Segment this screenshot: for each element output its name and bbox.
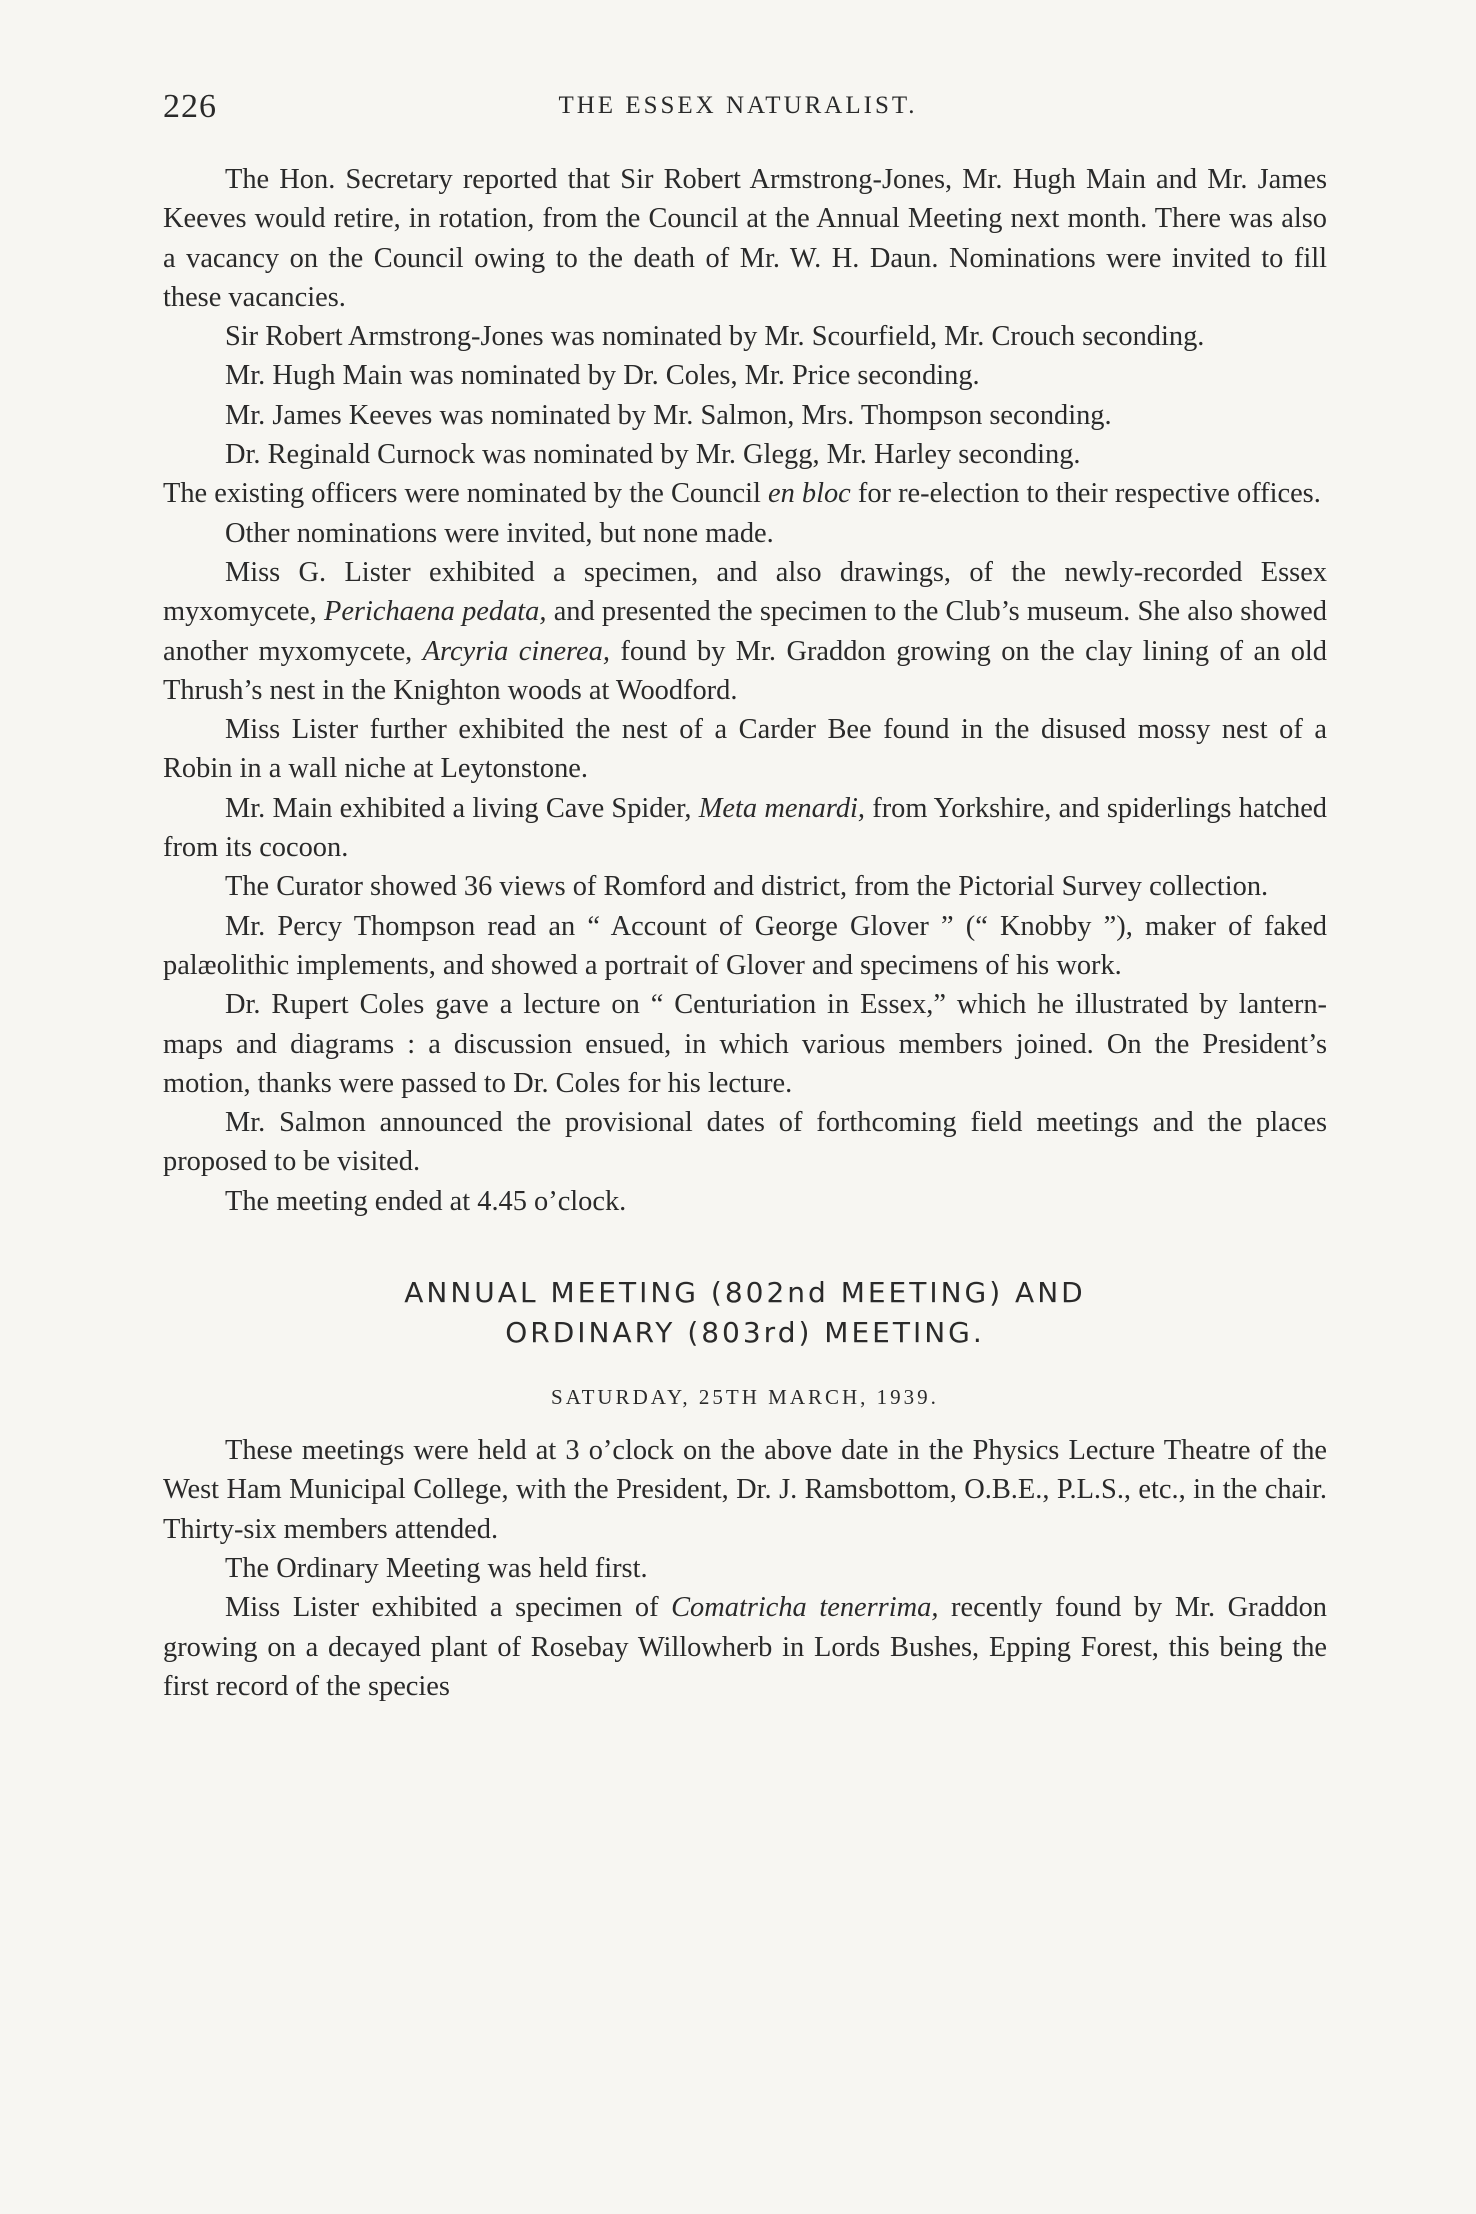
text-run: Miss Lister exhibited a specimen of [225, 1592, 672, 1624]
text-run: found by Mr. Graddon growing on the clay lining of an old Thrush’s nest in the Knighton woods at Woodford. [163, 635, 1328, 706]
text-run: from Yorkshire, and spiderlings hatched from its cocoon. [163, 792, 1327, 864]
section-heading-line: ORDINARY (803rd) MEETING. [505, 1316, 985, 1350]
nomination-main: Mr. Hugh Main was nominated by Dr. Coles, Mr. Price seconding. [225, 360, 980, 392]
paragraph-meeting-venue: These meetings were held at 3 o’clock on the above date in the Physics Lecture Theatre of the West Ham Municipal College, with the President, Dr. J. Ramsbottom, O.B.E., P.L.S., etc., in the chair. Thirty-six members attended. [163, 1435, 1327, 1545]
species-name: Perichaena pedata, [323, 596, 547, 628]
paragraph-centuriation-lecture: Dr. Rupert Coles gave a lecture on “ Centuriation in Essex,” which he illustrated by lantern-maps and diagrams : a discussion ensued, in which various members joined. On the President’s motion, thanks were passed to Dr. Coles for his lecture. [163, 989, 1327, 1099]
body-text [163, 160, 1327, 1706]
text-run: Miss G. Lister exhibited a specimen, and also drawings, of the newly-recorded Essex myxomycete, [163, 556, 1327, 628]
paragraph-meeting-end: The meeting ended at 4.45 o’clock. [225, 1185, 627, 1217]
section-date: SATURDAY, 25TH MARCH, 1939. [551, 1385, 939, 1410]
paragraph-lister-exhibit [163, 553, 1327, 710]
species-name: Arcyria cinerea, [422, 635, 610, 667]
paragraph-officers [163, 474, 1327, 513]
section-heading-line: ANNUAL MEETING (802nd MEETING) AND [404, 1276, 1086, 1310]
paragraph-curator-views: The Curator showed 36 views of Romford and district, from the Pictorial Survey collection. [225, 871, 1269, 903]
italic-phrase: en bloc [767, 478, 851, 510]
text-run: The existing officers were nominated by the Council [163, 478, 768, 510]
paragraph-cave-spider [163, 789, 1327, 868]
species-name: Meta menardi, [698, 792, 865, 824]
section-heading [163, 1273, 1327, 1353]
text-run: for re-election to their respective offices. [850, 478, 1321, 510]
nomination-curnock: Dr. Reginald Curnock was nominated by Mr. Glegg, Mr. Harley seconding. [225, 439, 1081, 471]
paragraph-glover-account: Mr. Percy Thompson read an “ Account of George Glover ” (“ Knobby ”), maker of faked palæolithic implements, and showed a portrait of Glover and specimens of his work. [163, 910, 1327, 981]
paragraph-ordinary-first: The Ordinary Meeting was held first. [225, 1552, 648, 1584]
paragraph-comatricha [163, 1588, 1327, 1706]
species-name: Comatricha tenerrima, [671, 1592, 939, 1624]
text-run: Mr. Main exhibited a living Cave Spider, [225, 792, 699, 824]
nomination-armstrong-jones: Sir Robert Armstrong-Jones was nominated by Mr. Scourfield, Mr. Crouch seconding. [225, 321, 1205, 353]
text-run: and presented the specimen to the Club’s museum. She also showed another myxomycete, [163, 596, 1327, 667]
journal-title: THE ESSEX NATURALIST. [558, 92, 918, 119]
paragraph-field-meetings: Mr. Salmon announced the provisional dates of forthcoming field meetings and the places proposed to be visited. [163, 1107, 1327, 1178]
running-head [0, 88, 1476, 132]
paragraph-carder-bee: Miss Lister further exhibited the nest of a Carder Bee found in the disused mossy nest of a Robin in a wall niche at Leytonstone. [163, 714, 1327, 785]
text-run: recently found by Mr. Graddon growing on a decayed plant of Rosebay Willowherb in Lords Bushes, Epping Forest, this being the first record of the species [163, 1592, 1327, 1702]
nomination-keeves: Mr. James Keeves was nominated by Mr. Salmon, Mrs. Thompson seconding. [225, 399, 1112, 431]
paragraph-other-nominations: Other nominations were invited, but none made. [225, 517, 774, 549]
paragraph-council-retirements: The Hon. Secretary reported that Sir Robert Armstrong-Jones, Mr. Hugh Main and Mr. James Keeves would retire, in rotation, from the Council at the Annual Meeting next month. There was also a vacancy on the Council owing to the death of Mr. W. H. Daun. Nominations were invited to fill these vacancies. [163, 164, 1327, 313]
page-number: 226 [163, 88, 217, 125]
